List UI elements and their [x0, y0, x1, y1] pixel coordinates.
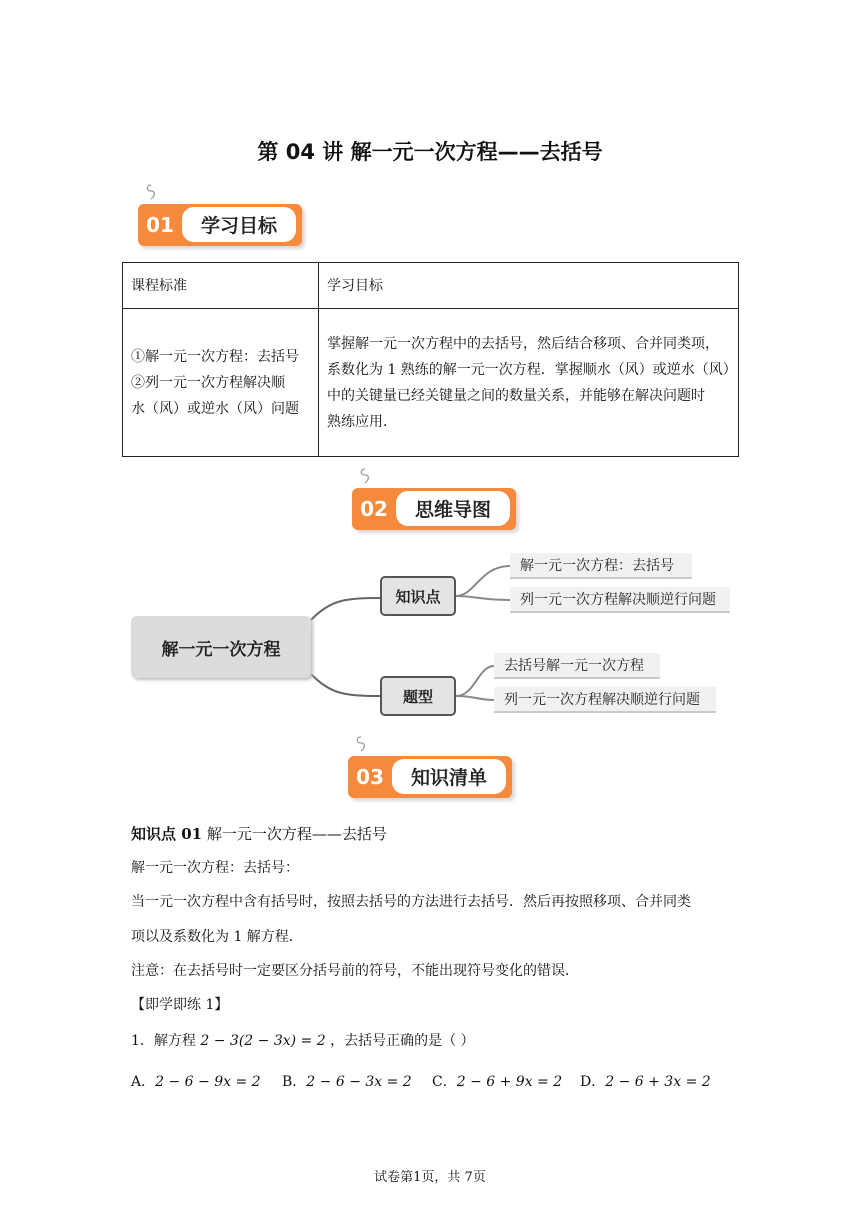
knowledge-title: 解一元一次方程——去括号 — [202, 825, 387, 843]
option-label: A． — [131, 1074, 156, 1090]
section-banner-knowledge — [348, 750, 512, 798]
section-label: 知识清单 — [392, 759, 506, 794]
question-prefix: 1．解方程 — [131, 1033, 196, 1049]
mindmap-leaf: 列一元一次方程解决顺逆行问题 — [510, 587, 730, 613]
option-expression: 2 − 6 − 3x = 2 — [306, 1074, 412, 1090]
question-equation: 2 − 3(2 − 3x) = 2 — [200, 1033, 326, 1049]
knowledge-body-line: 项以及系数化为 1 解方程． — [131, 929, 303, 945]
ribbon-tag-icon — [354, 736, 368, 752]
section-number: 01 — [146, 213, 174, 237]
knowledge-body-line: 当一元一次方程中含有括号时，按照去括号的方法进行去括号．然后再按照移项、合并同类 — [131, 894, 691, 910]
answer-option[interactable] — [580, 1072, 711, 1092]
mindmap-leaf: 去括号解一元一次方程 — [494, 653, 660, 679]
goal-line: 熟练应用． — [327, 413, 397, 430]
question-stem — [131, 1031, 475, 1051]
option-expression: 2 − 6 + 9x = 2 — [456, 1074, 563, 1090]
mindmap-leaf: 列一元一次方程解决顺逆行问题 — [494, 687, 716, 713]
question-suffix: ，去括号正确的是（ ） — [330, 1033, 475, 1049]
section-label: 学习目标 — [182, 207, 296, 242]
goal-line: 系数化为 1 熟练的解一元一次方程．掌握顺水（风）或逆水（风） — [327, 361, 737, 378]
answer-option[interactable] — [282, 1072, 412, 1092]
page-footer: 试卷第1页，共 7页 — [374, 1170, 486, 1185]
section-label: 思维导图 — [396, 491, 510, 526]
mindmap-root: 解一元一次方程 — [131, 616, 311, 678]
mindmap-branch-question-type: 题型 — [380, 676, 456, 716]
goal-line: 中的关键量已经关键量之间的数量关系，并能够在解决问题时 — [327, 387, 705, 404]
goal-line: 掌握解一元一次方程中的去括号，然后结合移项、合并同类项， — [327, 335, 719, 352]
mindmap-leaf: 解一元一次方程：去括号 — [510, 553, 692, 579]
standard-line: ①解一元一次方程：去括号 — [131, 348, 299, 365]
mindmap-branch-knowledge: 知识点 — [380, 576, 456, 616]
knowledge-note: 注意：在去括号时一定要区分括号前的符号，不能出现符号变化的错误． — [131, 963, 579, 979]
knowledge-subtitle: 解一元一次方程：去括号： — [131, 860, 299, 876]
knowledge-heading — [131, 824, 387, 844]
option-label: B． — [282, 1074, 307, 1090]
standard-line: ②列一元一次方程解决顺 — [131, 374, 285, 391]
option-expression: 2 − 6 − 9x = 2 — [155, 1074, 261, 1090]
option-label: C． — [432, 1074, 457, 1090]
section-number: 02 — [360, 497, 388, 521]
option-expression: 2 − 6 + 3x = 2 — [605, 1074, 711, 1090]
practice-label: 【即学即练 1】 — [131, 997, 229, 1013]
section-number: 03 — [356, 765, 384, 789]
answer-option[interactable] — [432, 1072, 562, 1092]
standard-line: 水（风）或逆水（风）问题 — [131, 400, 299, 417]
answer-option[interactable] — [131, 1072, 261, 1092]
knowledge-number: 知识点 01 — [131, 825, 203, 843]
page-title: 第 04 讲 解一元一次方程——去括号 — [257, 140, 603, 164]
table-header-cell: 学习目标 — [319, 263, 739, 309]
option-label: D． — [580, 1074, 606, 1090]
table-header-cell: 课程标准 — [123, 263, 319, 309]
